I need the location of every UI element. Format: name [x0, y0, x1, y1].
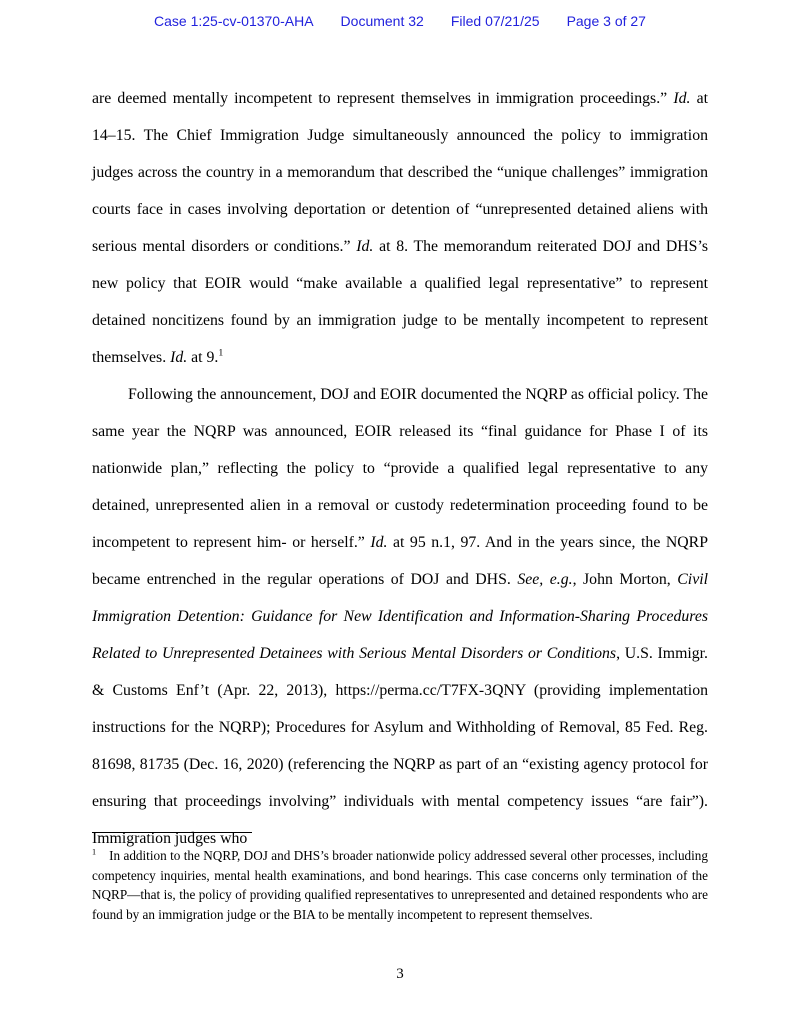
case-number: Case 1:25-cv-01370-AHA — [154, 13, 314, 29]
footnote-block — [92, 832, 708, 924]
footnote-marker: 1 — [92, 847, 97, 857]
page-indicator: Page 3 of 27 — [566, 13, 646, 29]
document-body — [92, 80, 708, 857]
document-number: Document 32 — [340, 13, 424, 29]
case-header — [0, 13, 800, 29]
paragraph: are deemed mentally incompetent to represent themselves in immigration proceedings.” Id. at 14–15. The Chief Immigration Judge simultaneously announced the policy to immigration judges across the country in a memorandum that described the “unique challenges” immigration courts face in cases involving deportation or detention of “unrepresented detained aliens with serious mental disorders or conditions.” Id. at 8. The memorandum reiterated DOJ and DHS’s new policy that EOIR would “make available a qualified legal representative” to represent detained noncitizens found by an immigration judge to be mentally incompetent to represent themselves. Id. at 9.$^1$ — [92, 90, 708, 366]
paragraph: Following the announcement, DOJ and EOIR documented the NQRP as official policy. The same year the NQRP was announced, EOIR released its “final guidance for Phase I of its nationwide plan,” reflecting the policy to “provide a qualified legal representative to any detained, unrepresented alien in a removal or custody redetermination proceeding found to be incompetent to represent him- or herself.” Id. at 95 n.1, 97. And in the years since, the NQRP became entrenched in the regular operations of DOJ and DHS. See, e.g., John Morton, Civil Immigration Detention: Guidance for New Identification and Information-Sharing Procedures Related to Unrepresented Detainees with Serious Mental Disorders or Conditions, U.S. Immigr. & Customs Enf’t (Apr. 22, 2013), https://perma.cc/T7FX-3QNY (providing implementation instructions for the NQRP); Procedures for Asylum and Withholding of Removal, 85 Fed. Reg. 81698, 81735 (Dec. 16, 2020) (referencing the NQRP as part of an “existing agency protocol for ensuring that proceedings involving” individuals with mental competency issues “are fair”). Immigration judges who — [92, 386, 709, 847]
filed-date: Filed 07/21/25 — [450, 13, 540, 29]
footnote-separator — [92, 832, 252, 833]
footnote-text: In addition to the NQRP, DOJ and DHS’s broader nationwide policy addressed several other processes, including competency inquiries, mental health examinations, and bond hearings. This case concerns only termination of the NQRP—that is, the policy of providing qualified representatives to unrepresented and detained respondents who are found by an immigration judge or the BIA to be mentally incompetent to represent themselves. — [92, 848, 708, 922]
page-number: 3 — [396, 966, 404, 982]
footnote — [92, 846, 708, 924]
